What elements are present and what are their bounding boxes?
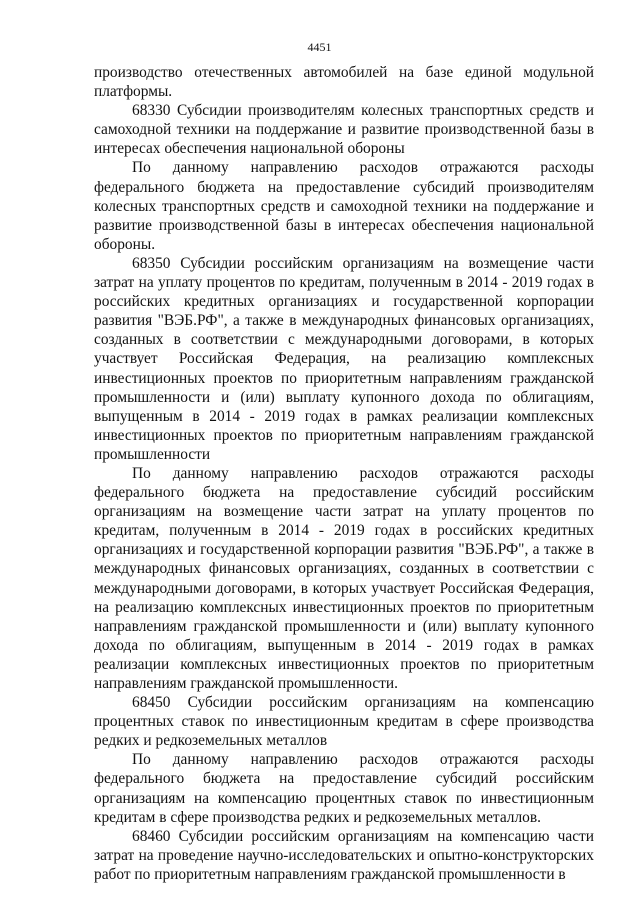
paragraph-68460-heading: 68460 Субсидии российским организациям на компенсацию части затрат на проведение научно-исследовательских и опытно-конструкторских работ по приоритетным направлениям гражданской промышленности в [94,827,594,883]
paragraph-68350-heading: 68350 Субсидии российским организациям на возмещение части затрат на уплату процентов по кредитам, полученным в 2014 - 2019 годах в российских кредитных организациях и государственной корпорации развития "ВЭБ.РФ", а также в международных финансовых организациях, созданных в соответствии с международными договорами, в которых участвует Российская Федерация, на реализацию комплексных инвестиционных проектов по приоритетным направлениям гражданской промышленности и (или) выплату купонного дохода по облигациям, выпущенным в 2014 - 2019 годах в рамках реализации комплексных инвестиционных проектов по приоритетным направлениям гражданской промышленности [94,254,594,463]
paragraph-68350-description: По данному направлению расходов отражаются расходы федерального бюджета на предоставление субсидий российским организациям на возмещение части затрат на уплату процентов по кредитам, полученным в 2014 - 2019 годах в российских кредитных организациях и государственной корпорации развития "ВЭБ.РФ", а также в международных финансовых организациях, созданных в соответствии с международными договорами, в которых участвует Российская Федерация, на реализацию комплексных инвестиционных проектов по приоритетным направлениям гражданской промышленности и (или) выплату купонного дохода по облигациям, выпущенным в 2014 - 2019 годах в рамках реализации комплексных инвестиционных проектов по приоритетным направлениям гражданской промышленности. [94,464,594,692]
paragraph-68330-description: По данному направлению расходов отражаются расходы федерального бюджета на предоставление субсидий производителям колесных транспортных средств и самоходной техники на поддержание и развитие производственной базы в интересах обеспечения национальной обороны. [94,159,594,253]
paragraph-68330-heading: 68330 Субсидии производителям колесных транспортных средств и самоходной техники на поддержание и развитие производственной базы в интересах обеспечения национальной обороны [94,102,594,158]
paragraph-68450-description: По данному направлению расходов отражаются расходы федерального бюджета на предоставление субсидий российским организациям на компенсацию процентных ставок по инвестиционным кредитам в сфере производства редких и редкоземельных металлов. [94,751,594,826]
paragraph-68450-heading: 68450 Субсидии российским организациям на компенсацию процентных ставок по инвестиционным кредитам в сфере производства редких и редкоземельных металлов [94,694,594,750]
document-body [94,63,594,884]
page-number: 4451 [307,40,332,54]
paragraph-continuation: производство отечественных автомобилей на базе единой модульной платформы. [94,64,594,101]
